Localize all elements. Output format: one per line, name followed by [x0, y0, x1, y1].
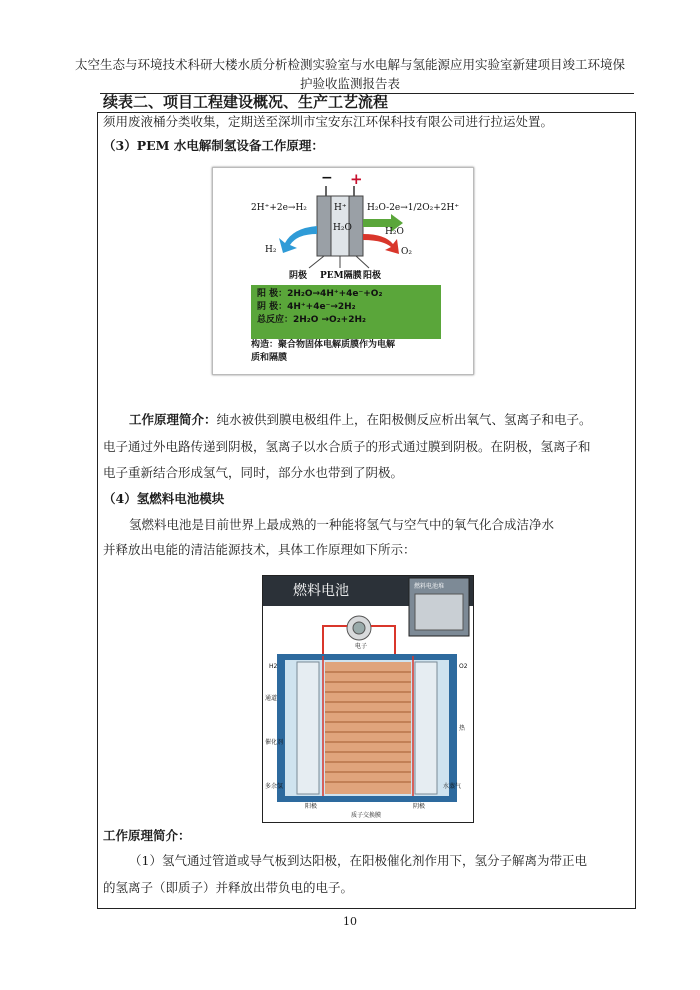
excess-hydrogen-label: 多余氢	[265, 783, 284, 790]
water-inlet-label: H₂O	[385, 227, 404, 237]
reaction-equations-box	[251, 285, 441, 339]
fuel-cell-figure	[262, 575, 474, 823]
oxygen-outlet-arrow	[363, 234, 399, 254]
fuel-cell-principle-label: 工作原理简介：	[103, 828, 191, 843]
fuel-cell-step1-line1: （1）氢气通过管道或导气板到达阳极，在阳极催化剂作用下，氢分子解离为带正电	[129, 853, 587, 868]
fuel-cell-diagram	[263, 576, 473, 822]
hydrogen-outlet-arrow	[279, 226, 317, 253]
anode-label: 阳极	[363, 271, 382, 281]
fuel-cell-heading: （4）氢燃料电池模块	[103, 491, 225, 506]
cathode-reaction: 阴 极：4H⁺+4e⁻→2H₂	[257, 302, 356, 312]
pem-structure-caption	[251, 339, 451, 365]
pem-principle-line1	[103, 410, 592, 430]
pem-structure-caption-line2: 质和隔膜	[251, 353, 288, 363]
oxygen-inlet-label: O2	[459, 663, 468, 670]
fuel-cell-stack-label: 燃料电池堆	[414, 583, 445, 590]
stack-photo-placeholder	[415, 594, 463, 630]
electron-label: 电子	[355, 643, 368, 650]
section-title: 续表二、项目工程建设概况、生产工艺流程	[103, 93, 389, 111]
plus-sign: +	[350, 170, 363, 188]
anode-plate	[297, 662, 319, 794]
anode-leader	[356, 256, 369, 268]
pem-principle-text1: 纯水被供到膜电极组件上，在阳极侧反应析出氧气、氢离子和电子。	[216, 412, 592, 427]
electron-path-right	[371, 626, 395, 654]
cathode-leader	[309, 256, 324, 268]
pem-cell-diagram	[213, 168, 473, 286]
minus-sign: −	[321, 170, 333, 186]
heat-label: 热	[459, 725, 466, 732]
fuel-cell-title: 燃料电池	[293, 583, 349, 599]
fuel-cell-line2: 并释放出电能的清洁能源技术，具体工作原理如下所示：	[103, 542, 416, 557]
hydrogen-outlet-label: H₂	[265, 245, 277, 255]
report-header	[60, 55, 640, 93]
report-header-line1: 太空生态与环境技术科研大楼水质分析检测实验室与水电解与氢能源应用实验室新建项目竣工环境保	[74, 57, 625, 72]
electron-path-left	[323, 626, 347, 654]
pem-electrolysis-figure	[212, 167, 474, 375]
cathode-equation: 2H⁺+2e→H₂	[251, 203, 307, 213]
pem-principle-label: 工作原理简介：	[129, 412, 217, 427]
water-center-label: H₂O	[333, 223, 352, 233]
pem-heading: （3）PEM 水电解制氢设备工作原理：	[103, 138, 324, 153]
pem-principle-line2: 电子通过外电路传递到阴极，氢离子以水合质子的形式通过膜到阴极。在阴极，氢离子和	[103, 439, 591, 454]
cathode-label: 阴极	[413, 803, 426, 810]
membrane-label: 质子交换膜	[351, 812, 382, 819]
catalyst-label: 催化剂	[265, 739, 284, 746]
anode-reaction: 阳 极：2H₂O→4H⁺+4e⁻+O₂	[257, 289, 383, 299]
fuel-cell-line1: 氢燃料电池是目前世界上最成熟的一种能将氢气与空气中的氧气化合成洁净水	[129, 517, 555, 532]
pem-label: PEM隔膜	[320, 271, 362, 281]
anode-equation: H₂O-2e→1/2O₂+2H⁺	[367, 203, 460, 213]
proton-label: H⁺	[334, 203, 347, 213]
total-reaction: 总反应：2H₂O →O₂+2H₂	[257, 315, 366, 325]
cathode-plate	[415, 662, 437, 794]
anode-label: 阳极	[305, 803, 318, 810]
channel-label: 通道	[265, 695, 278, 702]
cathode-plate	[317, 196, 331, 256]
oxygen-outlet-label: O₂	[401, 247, 412, 257]
fuel-cell-step1-line2: 的氢离子（即质子）并释放出带负电的电子。	[103, 880, 354, 895]
water-vapor-label: 水蒸气	[443, 783, 462, 790]
page-number: 10	[343, 915, 357, 928]
cathode-label: 阴极	[289, 271, 308, 281]
electron-load-core	[353, 622, 365, 634]
pem-structure-caption-line1: 构造：聚合物固体电解质膜作为电解	[251, 340, 396, 350]
waste-paragraph: 须用废液桶分类收集，定期送至深圳市宝安东江环保科技有限公司进行拉运处置。	[103, 114, 554, 129]
hydrogen-inlet-label: H2	[269, 663, 278, 670]
report-header-line2: 护验收监测报告表	[299, 76, 400, 91]
pem-principle-line3: 电子重新结合形成氢气，同时，部分水也带到了阴极。	[103, 465, 404, 480]
